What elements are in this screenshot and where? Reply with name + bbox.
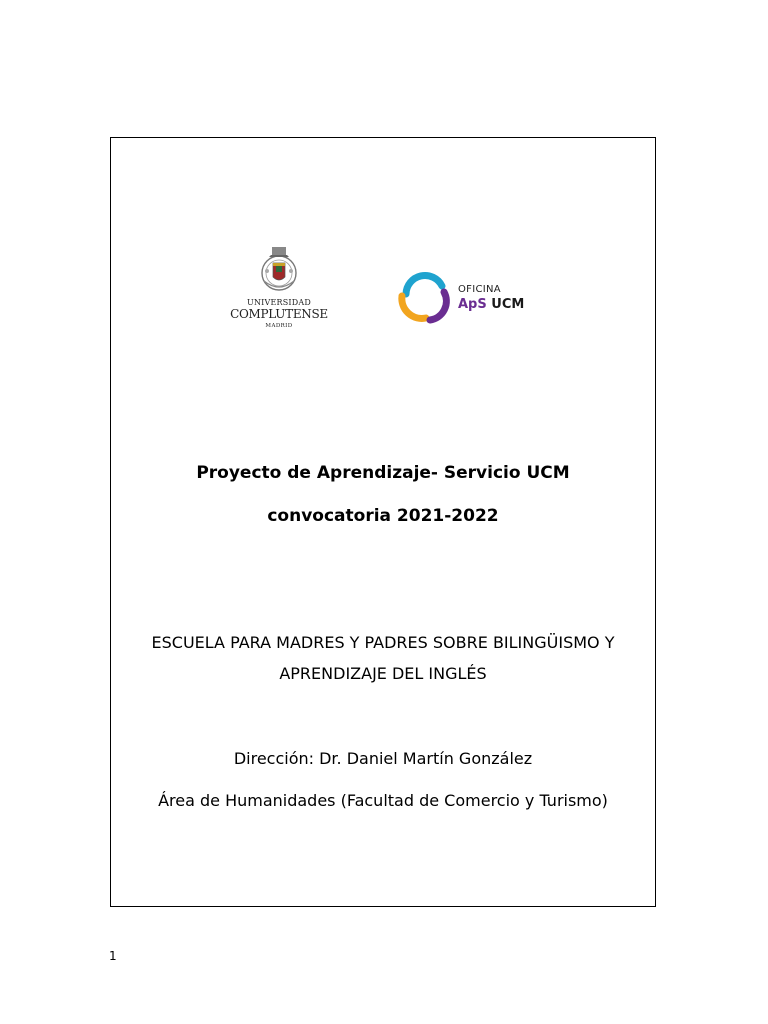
ucm-logo-line1: UNIVERSIDAD: [247, 298, 311, 307]
aps-logo-small-text: OFICINA: [458, 284, 501, 295]
aps-ring-icon: [396, 270, 454, 326]
project-direction: Dirección: Dr. Daniel Martín González: [233, 749, 533, 768]
document-title: Proyecto de Aprendizaje- Servicio UCM: [196, 463, 570, 483]
aps-logo-big-text: [458, 297, 524, 312]
ucm-logo: [229, 243, 329, 335]
document-subtitle: convocatoria 2021-2022: [267, 506, 499, 526]
project-name-line2: APRENDIZAJE DEL INGLÉS: [279, 664, 487, 683]
page-number: 1: [109, 949, 117, 963]
project-area: Área de Humanidades (Facultad de Comercio y Turismo): [158, 791, 608, 810]
aps-logo-aps: ApS: [458, 297, 487, 312]
university-seal-icon: [259, 243, 299, 297]
ucm-logo-line2: COMPLUTENSE: [230, 307, 328, 321]
aps-logo-ucm: UCM: [491, 297, 525, 312]
ucm-logo-line3: MADRID: [265, 323, 293, 329]
project-name-line1: ESCUELA PARA MADRES Y PADRES SOBRE BILINGÜISMO Y: [151, 633, 615, 652]
oficina-aps-logo: [396, 270, 546, 326]
